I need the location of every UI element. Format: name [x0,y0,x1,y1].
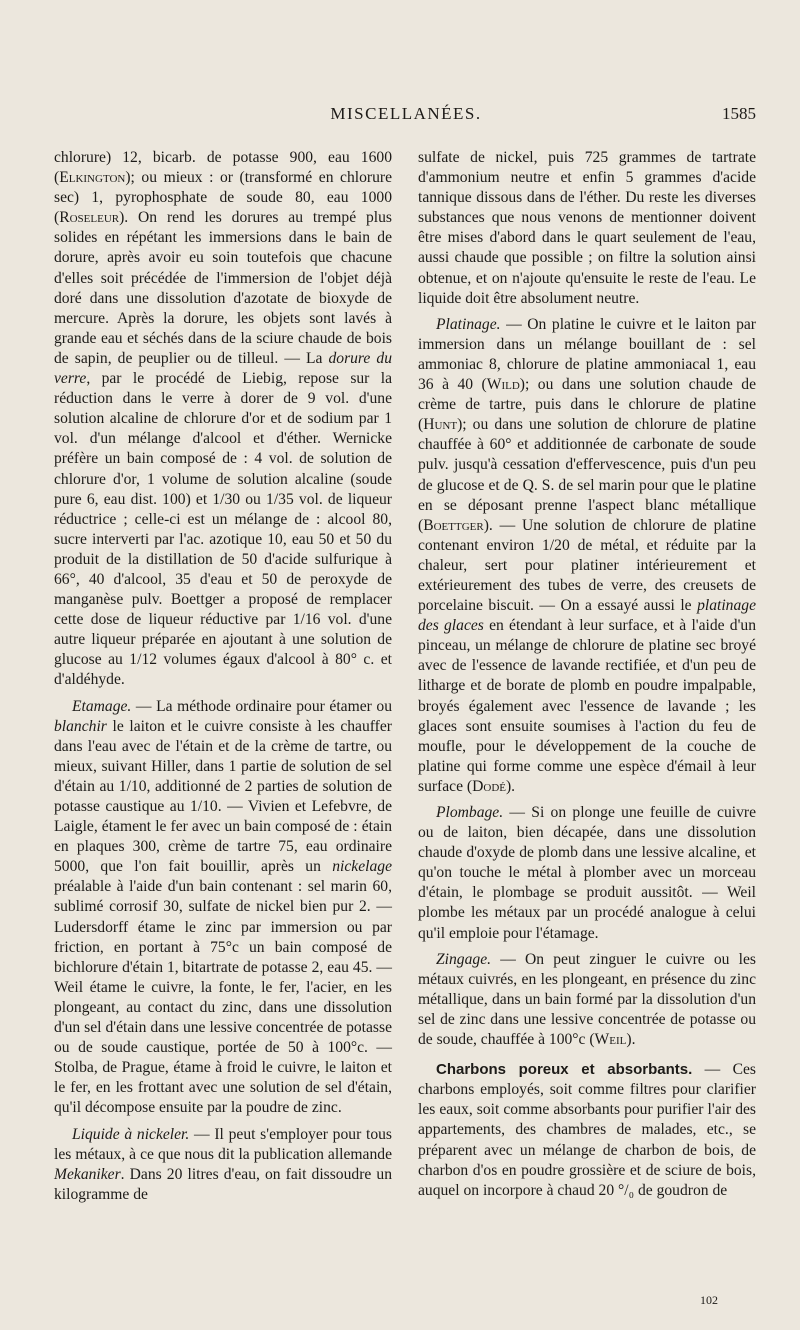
page-number: 1585 [722,104,756,123]
section-heading-zingage: Zingage. [436,950,492,968]
paragraph-nickel-continued: sulfate de nickel, puis 725 grammes de tartrate d'ammonium neutre et enfin 5 grammes d'acide tannique dissous dans de l'éther. Du reste les diverses substances que nous venons de mentionner doivent être mises d'abord dans le quart seulement de l'eau, aussi chaude que possible ; on filtre la solution ainsi obtenue, et on n'ajoute qu'ensuite le reste de l'eau. Le liquide doit être absolument neutre. [418,149,756,307]
paragraph-platinage: Platinage. — On platine le cuivre et le laiton par immersion dans un mélange bouillant de : sel ammoniac 8, chlorure de platine ammoniacal 1, eau 36 à 40 (Wild); ou dans une solution chaude de crème de tartre, puis dans le chlorure de platine (Hunt); ou dans une solution de chlorure de platine chauffée à 60° et additionnée de carbonate de soude pulv. jusqu'à cessation d'effervescence, puis d'un peu de glucose et de Q. S. de sel marin pour que le platine en se déposant prenne l'aspect blanc métallique (Boettger). — Une solution de chlorure de platine contenant environ 1/20 de métal, et réduite par la chaleur, sert pour platiner intérieurement et extérieurement des tubes de verre, des creusets de porcelaine biscuit. — On a essayé aussi le platinage des glaces en étendant à leur surface, et à l'aide d'un pinceau, un mélange de chlorure de platine sec broyé avec de l'essence de lavande rectifiée, et d'un peu de litharge et de borate de plomb en poudre impalpable, broyés également avec l'essence de lavande ; les glaces sont ensuite soumises à l'action du feu de moufle, pour le développement de la couche de platine qui forme comme une espèce d'émail à leur surface (Dodé). [418,315,757,795]
paragraph-dorure-continued: chlorure) 12, bicarb. de potasse 900, eau 1600 (Elkington); ou mieux : or (transformé en chlorure sec) 1, pyrophosphate de soude 80, eau 1000 (Roseleur). On rend les dorures au trempé plus solides en répétant les immersions dans le bain de dorure, après avoir eu soin toutefois que chacune d'elles soit précédée de l'immersion de l'objet déjà doré dans une dissolution d'azotate de bioxyde de mercure. Après la dorure, les objets sont lavés à grande eau et séchés dans de la sciure chaude de bois de sapin, de peuplier ou de tilleul. — La dorure du verre, par le procédé de Liebig, repose sur la réduction dans le verre à dorer de 9 vol. d'une solution alcaline de chlorure d'or et de sodium par 1 vol. d'un mélange d'alcool et d'éther. Wernicke préfère un bain composé de : 4 vol. de solution de chlorure d'or, 1 volume de solution alcaline (soude pure 6, eau dist. 100) et 1/30 ou 1/35 vol. de liqueur réductrice ; celle-ci est un mélange de : alcool 80, sucre interverti par l'ac. azotique 10, eau 50 et 50 du produit de la distillation de 50 d'acide sulfurique à 66°, 40 d'alcool, 35 d'eau et 50 de peroxyde de manganèse pulv. Boettger a proposé de remplacer cette dose de liqueur réductive par 1/16 vol. d'une autre liqueur préparée en ajoutant à une solution de glucose au 1/12 volumes égaux d'alcool à 80° c. et d'aldéhyde. [54,149,392,689]
paragraph-plombage: Plombage. — Si on plonge une feuille de cuivre ou de laiton, bien décapée, dans une dissolution chaude d'oxyde de plomb dans une lessive alcaline, et qu'on touche le métal à plomber avec un morceau d'étain, le plombage se produit aussitôt. — Weil plombe les métaux par un procédé analogue à celui qu'il emploie pour l'étamage. [418,804,756,942]
running-title: MISCELLANÉES. [330,104,482,123]
paragraph-etamage: Etamage. — La méthode ordinaire pour étamer ou blanchir le laiton et le cuivre consiste à les chauffer dans l'eau avec de l'étain et de la crème de tartre, ou mieux, suivant Hiller, dans 1 partie de solution de sel d'étain au 1/10, additionné de 2 parties de solution de potasse caustique au 1/10. — Vivien et Lefebvre, de Laigle, étament le fer avec un bain composé de : étain en plaques 300, crème de tartre 75, eau ordinaire 5000, que l'on fait bouillir, après un nickelage préalable à l'aide d'un bain contenant : sel marin 60, sublimé corrosif 30, sulfate de nickel bien pur 2. — Ludersdorff étame le zinc par immersion ou par friction, en portant à 75°c un bain composé de bichlorure d'étain 1, bitartrate de potasse 2, eau 45. — Weil étame le cuivre, la fonte, le fer, l'acier, en les plongeant, au contact du zinc, dans une dissolution d'un sel d'étain dans une lessive concentrée de potasse ou de soude caustique, portée de 50 à 100°c. — Stolba, de Prague, étame à froid le cuivre, le laiton et le fer, en les frottant avec une solution de sel d'étain, qu'il décompose ensuite par la poudre de zinc. [54,697,392,1117]
section-heading-plombage: Plombage. [436,804,504,821]
paragraph-liquide-nickeler: Liquide à nickeler. — Il peut s'employer pour tous les métaux, à ce que nous dit la publication allemande Mekaniker. Dans 20 litres d'eau, on fait dissoudre un kilogramme de [54,1125,392,1203]
section-heading-platinage: Platinage. [436,315,501,333]
paragraph-zingage: Zingage. — On peut zinguer le cuivre ou les métaux cuivrés, en les plongeant, en présence du zinc métallique, dans un bain formé par la dissolution d'un sel de zinc dans une lessive concentrée de potasse ou de soude, chauffée à 100°c (Weil). [418,950,756,1049]
page-header [56,104,756,132]
section-heading-liquide-nickeler: Liquide à nickeler. [72,1125,190,1143]
paragraph-charbons: Charbons poreux et absorbants. — Ces charbons employés, soit comme filtres pour clarifier les eaux, soit comme absorbants pour purifier l'air des appartements, des chambres de malades, etc., se préparent avec un mélange de charbon de bois, de charbon d'os en poudre grossière et de sciure de bois, auquel on incorpore à chaud 20 °/₀ de goudron de [418,1061,756,1199]
section-heading-charbons: Charbons poreux et absorbants. [436,1061,693,1079]
right-column [418,148,756,1201]
signature-mark: 102 [700,1293,718,1307]
section-heading-etamage: Etamage. [72,697,132,715]
left-column [54,148,392,1205]
